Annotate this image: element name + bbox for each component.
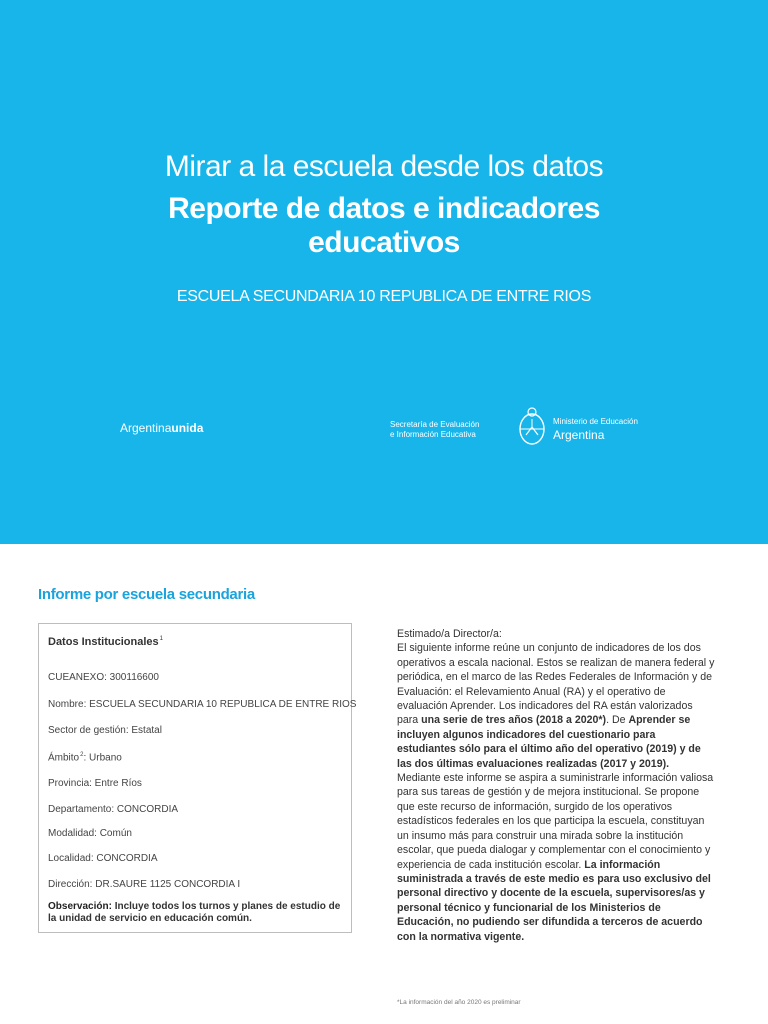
cover-title-line1: Mirar a la escuela desde los datos — [164, 150, 604, 183]
argentina-unida-logo — [120, 421, 203, 435]
secretaria-line2: e Información Educativa — [390, 430, 476, 439]
field-value: 300116600 — [106, 672, 159, 683]
institutional-data-box — [38, 623, 357, 933]
field-cueanexo — [48, 672, 159, 683]
field-value: CONCORDIA — [93, 853, 158, 864]
field-label: CUEANEXO: — [48, 672, 107, 683]
field-label: Nombre: — [48, 699, 87, 710]
footnote-marker: 2 — [80, 752, 84, 758]
field-value: Común — [96, 828, 132, 839]
field-colon: : — [83, 752, 87, 764]
field-provincia — [48, 778, 142, 789]
letter-greeting: Estimado/a Director/a: — [397, 628, 502, 640]
institutional-heading — [48, 636, 163, 648]
field-label: Sector de gestión: — [48, 725, 129, 736]
footnote: *La información del año 2020 es preliminar — [397, 999, 521, 1006]
institutional-heading-text: Datos Institucionales — [48, 636, 159, 648]
ministerio-logo — [553, 416, 638, 441]
letter-bold-text: Aprender se incluyen algunos indicadores del cuestionario para estudiantes sólo para el último año del operativo (2019) y de las dos últimas evaluaciones realizadas (2017 y 2019). — [397, 714, 701, 770]
cover-title-line2: Reporte de datos e indicadores — [168, 192, 600, 225]
field-label: Departamento: — [48, 804, 115, 815]
national-seal-icon — [517, 405, 547, 447]
letter-text: Mediante este informe se aspira a suministrarle información valiosa para sus tareas de gestión y de mejora institucional. Se propone que este recurso de información, surgido de los operativos estadísticos federales en los que participa la escuela, constituyan un insumo más para construir una mirada sobre la institución escolar, que pueda dialogar y complementar con el conocimiento y experiencia de cada institución escolar. — [397, 772, 714, 871]
field-direccion — [48, 879, 240, 890]
field-label: Localidad: — [48, 853, 94, 864]
director-letter — [397, 627, 715, 944]
field-ambito — [48, 752, 122, 763]
field-label: Ámbito — [48, 752, 80, 764]
section-title: Informe por escuela secundaria — [38, 586, 255, 603]
field-value: Urbano — [86, 752, 122, 764]
field-sector — [48, 725, 162, 736]
cover-title-line3: educativos — [308, 226, 460, 259]
field-label: Provincia: — [48, 778, 92, 789]
ministerio-line2: Argentina — [553, 428, 605, 442]
letter-bold-text: una serie de tres años (2018 a 2020*) — [421, 714, 607, 727]
field-value: CONCORDIA — [114, 804, 179, 815]
observation — [48, 901, 344, 925]
field-departamento — [48, 804, 178, 815]
letter-bold-text: La información suministrada a través de este medio es para uso exclusivo del personal directivo y docente de la escuela, supervisores/as y personal técnico y funcionarial de los Ministerios de Educación, no pudiendo ser difundida a terceros de acuerdo con la normativa vigente. — [397, 858, 711, 943]
field-value: DR.SAURE 1125 CONCORDIA I — [92, 879, 241, 890]
footnote-marker: 1 — [159, 636, 163, 643]
logo-text-unida: unida — [171, 421, 204, 435]
cover-school-name: ESCUELA SECUNDARIA 10 REPUBLICA DE ENTRE RIOS — [176, 288, 592, 305]
letter-text: El siguiente informe reúne un conjunto de indicadores de los dos operativos a escala nacional. Estos se realizan de manera federal y periódica, en el marco de las Redes Federales de Información y de Evaluación: el Relevamiento Anual (RA) y el operativo de evaluación Aprender. Los indicadores del RA están valorizados para — [397, 642, 715, 727]
letter-paragraph-1 — [397, 641, 715, 771]
field-value: ESCUELA SECUNDARIA 10 REPUBLICA DE ENTRE RIOS — [86, 699, 357, 710]
field-label: Dirección: — [48, 879, 93, 890]
logo-text-argentina: Argentina — [120, 421, 172, 435]
observation-text: Incluye todos los turnos y planes de estudio de la unidad de servicio en educación común. — [48, 901, 341, 924]
letter-paragraph-2 — [397, 771, 715, 944]
secretaria-logo — [390, 420, 479, 440]
ministerio-line1: Ministerio de Educación — [553, 417, 638, 426]
field-value: Entre Ríos — [91, 778, 142, 789]
field-modalidad — [48, 828, 132, 839]
field-value: Estatal — [128, 725, 162, 736]
field-label: Modalidad: — [48, 828, 97, 839]
cover-title-main — [0, 192, 768, 260]
secretaria-line1: Secretaría de Evaluación — [390, 420, 480, 429]
field-localidad — [48, 853, 158, 864]
letter-text: . De — [606, 714, 629, 727]
field-nombre — [48, 699, 356, 710]
observation-label: Observación: — [48, 901, 112, 912]
